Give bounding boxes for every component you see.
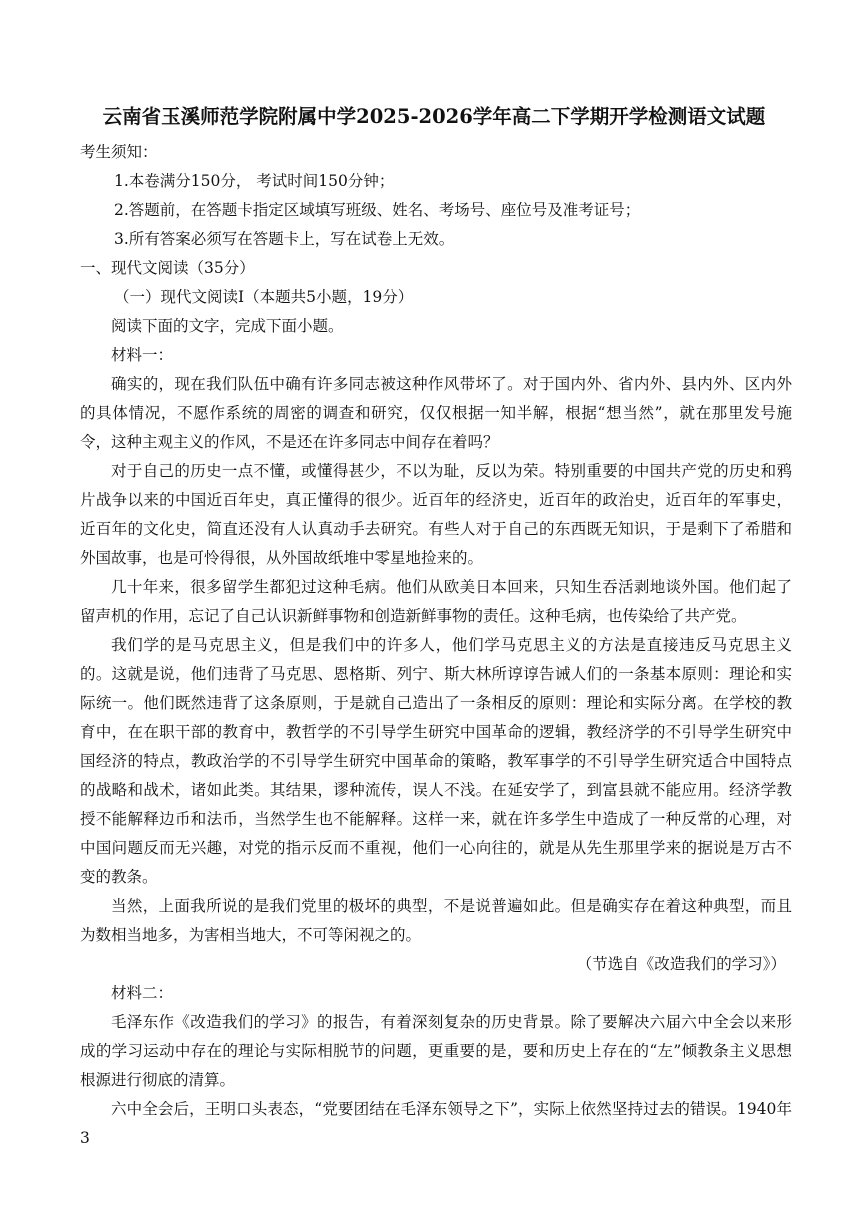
material-two-label: 材料二： (111, 984, 174, 1002)
notice-item-1: 1.本卷满分150分， 考试时间150分钟； (114, 172, 395, 190)
material-one-paragraph: 确实的，现在我们队伍中确有许多同志被这种作风带坏了。对于国内外、省内外、县内外、区内外的具体情况，不愿作系统的周密的调查和研究，仅仅根据一知半解，根据“想当然”，就在那里发号施令，这种主观主义的作风，不是还在许多同志中间存在着吗？ (80, 375, 792, 451)
material-one-label: 材料一： (111, 346, 174, 364)
material-one-paragraph: 几十年来，很多留学生都犯过这种毛病。他们从欧美日本回来，只知生吞活剥地谈外国。他们起了留声机的作用，忘记了自己认识新鲜事物和创造新鲜事物的责任。这种毛病，也传染给了共产党。 (80, 578, 792, 625)
notice-item-3: 3.所有答案必须写在答题卡上，写在试卷上无效。 (114, 230, 455, 248)
material-one-paragraph: 对于自己的历史一点不懂，或懂得甚少，不以为耻，反以为荣。特别重要的中国共产党的历史和鸦片战争以来的中国近百年史，真正懂得的很少。近百年的经济史，近百年的政治史，近百年的军事史，近百年的文化史，简直还没有人认真动手去研究。有些人对于自己的东西既无知识，于是剩下了希腊和外国故事，也是可怜得很，从外国故纸堆中零星地捡来的。 (80, 462, 792, 567)
material-two-paragraph: 毛泽东作《改造我们的学习》的报告，有着深刻复杂的历史背景。除了要解决六届六中全会以来形成的学习运动中存在的理论与实际相脱节的问题，更重要的是，要和历史上存在的“左”倾教条主义思想根源进行彻底的清算。 (80, 1013, 792, 1089)
notice-heading: 考生须知： (80, 143, 158, 161)
notice-item-2: 2.答题前，在答题卡指定区域填写班级、姓名、考场号、座位号及准考证号； (114, 201, 641, 219)
section-heading: 一、现代文阅读（35分） (80, 259, 255, 277)
material-one-paragraph: 当然，上面我所说的是我们党里的极坏的典型，不是说普遍如此。但是确实存在着这种典型，而且为数相当地多，为害相当地大，不可等闲视之的。 (80, 897, 792, 944)
reading-instruction: 阅读下面的文字，完成下面小题。 (111, 317, 344, 335)
subsection-heading: （一）现代文阅读Ⅰ（本题共5小题，19分） (114, 288, 414, 306)
material-one-source: （节选自《改造我们的学习》） (576, 955, 786, 973)
material-one-paragraph: 我们学的是马克思主义，但是我们中的许多人，他们学马克思主义的方法是直接违反马克思主义的。这就是说，他们违背了马克思、恩格斯、列宁、斯大林所谆谆告诫人们的一条基本原则：理论和实际统一。他们既然违背了这条原则，于是就自己造出了一条相反的原则：理论和实际分离。在学校的教育中，在在职干部的教育中，教哲学的不引导学生研究中国革命的逻辑，教经济学的不引导学生研究中国经济的特点，教政治学的不引导学生研究中国革命的策略，教军事学的不引导学生研究适合中国特点的战略和战术，诸如此类。其结果，谬种流传，误人不浅。在延安学了，到富县就不能应用。经济学教授不能解释边币和法币，当然学生也不能解释。这样一来，就在许多学生中造成了一种反常的心理，对中国问题反而无兴趣，对党的指示反而不重视，他们一心向往的，就是从先生那里学来的据说是万古不变的教条。 (80, 636, 792, 886)
exam-title: 云南省玉溪师范学院附属中学2025-2026学年高二下学期开学检测语文试题 (102, 105, 766, 128)
material-two-paragraph: 六中全会后，王明口头表态，“党要团结在毛泽东领导之下”，实际上依然坚持过去的错误。1940年3 (80, 1100, 792, 1147)
